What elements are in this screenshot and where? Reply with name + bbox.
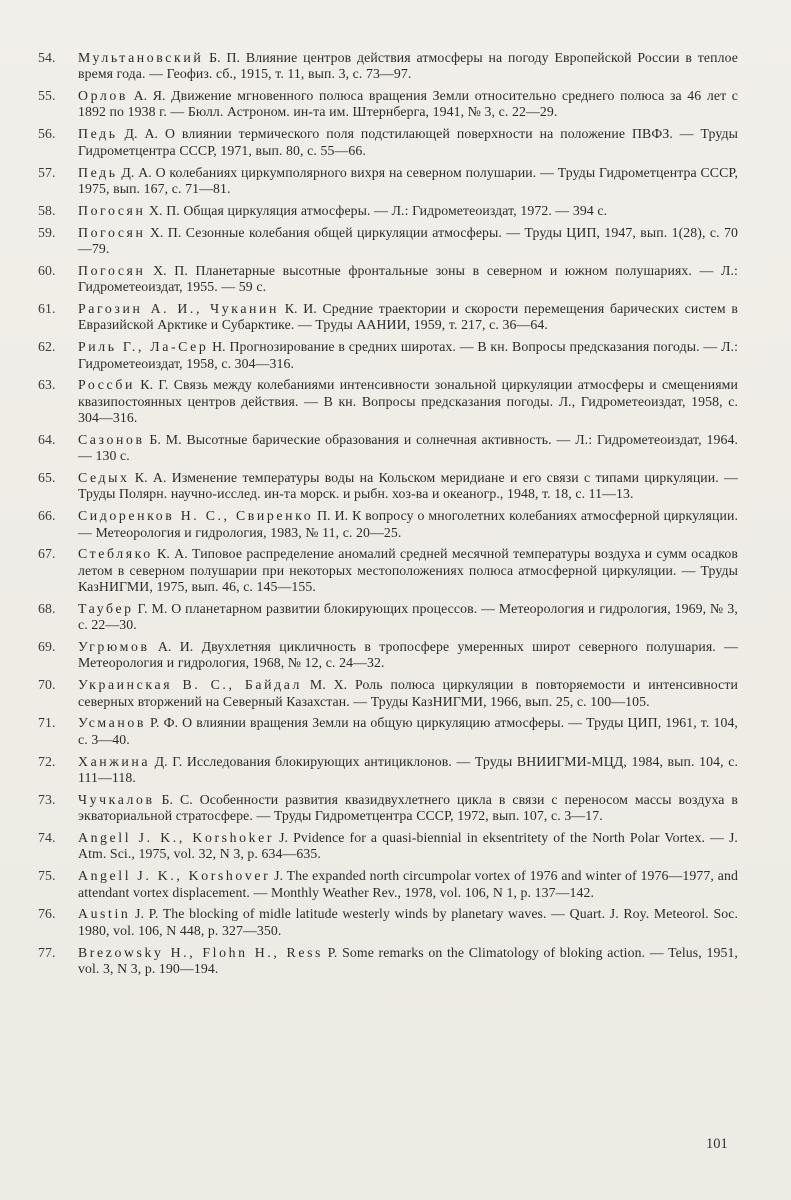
reference-number: 74. [38,830,56,846]
reference-text: Г. М. О планетарном развитии блокирующих процессов. — Метеорология и гидрология, 1969, № 3, с. 22—30. [78,600,738,633]
reference-item [38,88,738,121]
reference-item [38,677,738,710]
reference-text: А. Я. Движение мгновенного полюса вращения Земли относительно среднего полюса за 46 лет с 1892 по 1938 г. — Бюлл. Астроном. ин-та им. Штернберга, 1941, № 3, с. 22—29. [78,88,738,120]
reference-text: Н. Прогнозирование в средних широтах. — В кн. Вопросы предсказания погоды. — Л.: Гидрометеоиздат, 1958, с. 304—316. [78,339,739,371]
reference-author: Сидоренков Н. С., Свиренко [78,508,314,524]
reference-author: Украинская В. С., Байдал [78,677,303,693]
reference-author: Россби [78,377,135,393]
reference-item [38,754,738,787]
reference-text: J. The expanded north circumpolar vortex of 1976 and winter of 1976—1977, and attendant vortex displacement. — Monthly Weather Rev., 1978, vol. 106, N 1, p. 137—142. [78,868,738,900]
reference-author: Риль Г., Ла-Сер [78,339,209,355]
reference-item [38,601,738,634]
reference-number: 56. [38,126,56,142]
reference-author: Austin [78,906,131,922]
reference-author: Погосян [78,224,146,240]
reference-number: 71. [38,715,56,731]
reference-item [38,126,738,159]
reference-number: 58. [38,202,56,218]
reference-author: Рагозин А. И., Чуканин [78,301,280,317]
reference-number: 60. [38,262,56,278]
reference-item [38,165,738,198]
reference-author: Таубер [78,600,134,616]
reference-author: Стебляко [78,546,153,562]
reference-author: Angell J. K., Korshover [78,868,271,884]
reference-item [38,508,738,541]
reference-author: Погосян [78,202,146,218]
reference-author: Усманов [78,715,146,731]
reference-text: Х. П. Планетарные высотные фронтальные зоны в северном и южном полушариях. — Л.: Гидрометеоиздат, 1955. — 59 с. [78,262,738,295]
reference-item [38,432,738,465]
reference-number: 76. [38,906,56,922]
reference-author: Погосян [78,262,146,278]
reference-text: Д. А. О колебаниях циркумполярного вихря на северном полушарии. — Труды Гидрометцентра СССР, 1975, вып. 167, с. 71—81. [78,164,738,196]
reference-number: 59. [38,224,56,240]
reference-number: 67. [38,546,56,562]
reference-author: Педь [78,164,118,180]
reference-number: 62. [38,339,56,355]
reference-number: 68. [38,600,56,616]
reference-text: Д. А. О влиянии термического поля подстилающей поверхности на положение ПВФЗ. — Труды Гидрометцентра СССР, 1971, вып. 80, с. 55—66. [78,126,738,158]
reference-item [38,715,738,748]
reference-text: К. А. Изменение температуры воды на Кольском меридиане и его связи с типами циркуляции. — Труды Полярн. научно-исслед. ин-та морск. и рыбн. хоз-ва и океаногр., 1948, т. 18, с. 11—13. [78,470,738,502]
reference-text: К. А. Типовое распределение аномалий средней месячной температуры воздуха и сумм осадков летом в северном полушарии при некоторых местоположениях полюса атмосферной циркуляции. — Труды КазНИГМИ, 1975, вып. 46, с. 145—155. [78,546,738,595]
reference-author: Сазонов [78,431,145,447]
reference-number: 55. [38,88,56,104]
reference-author: Чучкалов [78,791,155,807]
reference-text: К. И. Средние траектории и скорости перемещения барических систем в Евразийской Арктике и Субарктике. — Труды ААНИИ, 1959, т. 217, с. 36—64. [78,301,738,333]
reference-item [38,470,738,503]
reference-item [38,203,738,219]
reference-number: 77. [38,944,56,960]
reference-number: 54. [38,50,56,65]
reference-text: К. Г. Связь между колебаниями интенсивности зональной циркуляции атмосферы и смещениями квазипостоянных центров действия. — В кн. Вопросы предсказания погоды. Л., Гидрометеоиздат, 1958, с. 304—316. [78,377,738,425]
reference-author: Угрюмов [78,639,150,655]
reference-text: J. P. The blocking of midle latitude westerly winds by planetary waves. — Quart. J. Roy. Meteorol. Soc. 1980, vol. 106, N 448, p. 327—350. [78,906,738,938]
reference-number: 65. [38,470,56,486]
reference-item [38,50,738,83]
reference-list [38,50,738,983]
reference-item [38,639,738,672]
reference-author: Седых [78,470,130,486]
reference-text: Х. П. Общая циркуляция атмосферы. — Л.: Гидрометеоиздат, 1972. — 394 с. [149,202,608,218]
reference-item [38,339,738,372]
reference-item [38,945,738,978]
reference-item [38,377,738,426]
reference-text: А. И. Двухлетняя цикличность в тропосфере умеренных широт северного полушария. — Метеорология и гидрология, 1968, № 12, с. 24—32. [78,639,738,671]
reference-number: 75. [38,868,56,884]
reference-author: Педь [78,126,118,142]
reference-text: Р. Ф. О влиянии вращения Земли на общую циркуляцию атмосферы. — Труды ЦИП, 1961, т. 104, с. 3—40. [78,715,738,747]
reference-item [38,263,738,296]
reference-author: Орлов [78,88,128,104]
reference-item [38,225,738,258]
reference-text: Х. П. Сезонные колебания общей циркуляции атмосферы. — Труды ЦИП, 1947, вып. 1(28), с. 70—79. [78,224,738,256]
reference-number: 72. [38,753,56,769]
reference-text: Б. М. Высотные барические образования и солнечная активность. — Л.: Гидрометеоиздат, 1964. — 130 с. [78,431,738,464]
reference-number: 63. [38,377,56,393]
reference-text: Д. Г. Исследования блокирующих антициклонов. — Труды ВНИИГМИ-МЦД, 1984, вып. 104, с. 111—118. [78,753,738,785]
reference-number: 70. [38,677,56,693]
reference-author: Ханжина [78,753,151,769]
reference-number: 69. [38,639,56,655]
reference-item [38,830,738,863]
reference-number: 73. [38,791,56,807]
reference-text: Б. С. Особенности развития квазидвухлетнего цикла в связи с переносом массы воздуха в экваториальной стратосфере. — Труды Гидрометцентра СССР, 1972, вып. 107, с. 3—17. [78,791,738,824]
reference-item [38,906,738,939]
reference-item [38,546,738,595]
reference-text: П. И. К вопросу о многолетних колебаниях атмосферной циркуляции. — Метеорология и гидрология, 1983, № 11, с. 20—25. [78,508,738,540]
reference-author: Brezowsky H., Flohn H., Ress [78,944,324,960]
reference-text: Б. П. Влияние центров действия атмосферы на погоду Европейской России в теплое время года. — Геофиз. сб., 1915, т. 11, вып. 3, с. 73—97. [78,50,738,82]
reference-text: J. Pvidence for a quasi-biennial in eksentritety of the North Polar Vortex. — J. Atm. Sci., 1975, vol. 32, N 3, p. 634—635. [78,830,738,862]
reference-text: P. Some remarks on the Climatology of bloking action. — Telus, 1951, vol. 3, N 3, p. 190—194. [78,944,738,976]
reference-number: 64. [38,431,56,447]
reference-item [38,792,738,825]
reference-number: 66. [38,508,56,524]
reference-text: М. Х. Роль полюса циркуляции в повторяемости и интенсивности северных вторжений на Северный Казахстан. — Труды КазНИГМИ, 1966, вып. 25, с. 100—105. [78,677,738,709]
page-number: 101 [706,1136,728,1152]
reference-author: Мультановский [78,50,204,65]
reference-item [38,868,738,901]
reference-number: 61. [38,301,56,317]
reference-item [38,301,738,334]
reference-author: Angell J. K., Korshoker [78,830,275,846]
reference-number: 57. [38,164,56,180]
